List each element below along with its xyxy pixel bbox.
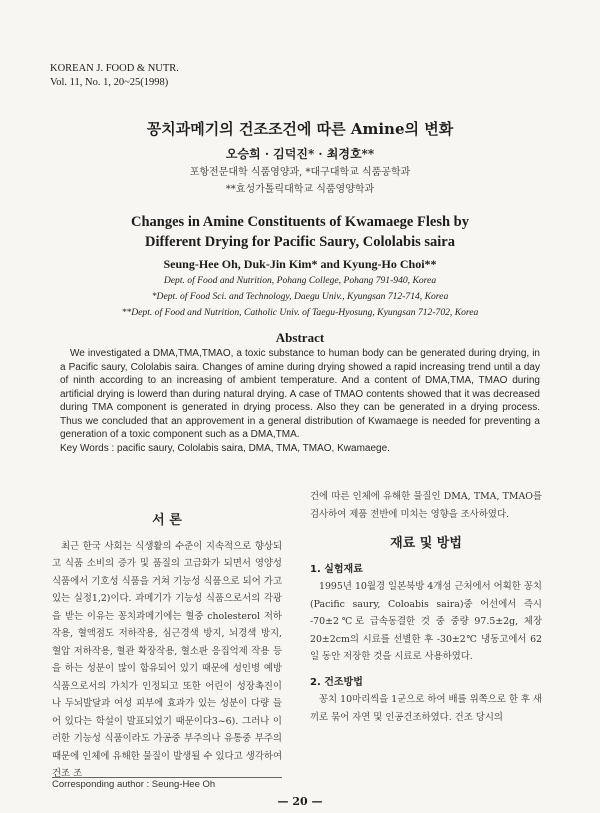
methods-subheading-2: 2. 건조방법 — [310, 676, 363, 688]
methods-heading: 재료 및 방법 — [390, 536, 462, 551]
footnote-rule — [52, 777, 282, 778]
abstract-heading: Abstract — [275, 330, 325, 345]
english-affiliation-3: **Dept. of Food and Nutrition, Catholic Univ. of Taegu-Hyosung, Kyungsan 712-702, Korea — [121, 307, 479, 318]
korean-authors: 오승희 · 김덕진* · 최경호** — [225, 147, 375, 161]
introduction-heading: 서 론 — [152, 513, 182, 528]
methods-subheading-1: 1. 실험재료 — [310, 563, 363, 575]
introduction-body: 최근 한국 사회는 식생활의 수준이 지속적으로 향상되고 식품 소비의 증가 및 품질의 고급화가 되면서 영양성 식품에서 기호성 식품을 거쳐 기능성 식품으로 되어 가고 있는 실정1,2)이다. 과메기가 기능성 식품으로서의 각광을 받는 이유는 꽁치과메기에는 혈중 cholesterol 저하작용, 혈액점도 저하작용, 심근경색 방지, 뇌경색 방지, 혈압 저하작용, 혈관 확장작용, 혈소판 응집억제 작용 등을 하는 성분이 많이 함유되어 있기 때문에 성인병 예방식품으로서의 가치가 인정되고 또한 어린이 성장촉진이나 두뇌발달과 여성 피부에 효과가 있는 성분이 다량 들어 있다는 학설이 발표되었기 때문이다3~6). 그러나 이러한 기능성 식품이라도 가공중 부주의나 유통중 부주의 때문에 인체에 유해한 물질이 발생될 수 있다고 생각하여 건조 조 — [52, 540, 282, 779]
keywords: Key Words : pacific saury, Cololabis saira, DMA, TMA, TMAO, Kwamaege. — [60, 442, 390, 454]
english-authors: Seung-Hee Oh, Duk-Jin Kim* and Kyung-Ho Choi** — [163, 257, 437, 271]
methods-body-1: 1995년 10월경 일본북방 4개섬 근처에서 어획한 꽁치(Pacific saury, Coloabis saira)중 어선에서 즉시 -70±2℃로 급속동결한 것 중 중량 97.5±2g, 체장 20±2cm의 시료를 선별한 후 -30±2℃ 냉동고에서 62일 동안 저장한 것을 시료로 사용하였다. — [310, 581, 542, 662]
abstract-body: We investigated a DMA,TMA,TMAO, a toxic substance to human body can be generated during drying, in a Pacific saury, Cololabis saira. Changes of amine during drying showed a rapid increasing trend until a day of ninth according to an increasing of ambient temperature. And a content of DMA,TMA, TMAO during artificial drying is lowerd than during natural drying. A case of TMAO contents showed that it was decreased during TMA component is generated in drying process. Also they can be generated in a drying process. Thus we concluded that an approvement in a general distribution of Kwamaege is needed for preventing a generation of a toxic component such as a DMA,TMA. — [60, 348, 540, 440]
journal-info — [50, 62, 179, 90]
methods-body-2: 꽁치 10마리씩을 1군으로 하여 배를 위쪽으로 한 후 새끼로 묶어 자연 및 인공건조하였다. 건조 당시의 — [310, 694, 542, 723]
corresponding-author: Corresponding author : Seung-Hee Oh — [52, 779, 216, 790]
english-affiliation-1: Dept. of Food and Nutrition, Pohang College, Pohang 791-940, Korea — [163, 275, 437, 286]
introduction-column — [52, 512, 282, 783]
right-column — [310, 488, 542, 726]
english-title — [0, 212, 600, 252]
korean-title: 꽁치과메기의 건조조건에 따른 Amine의 변화 — [146, 120, 454, 138]
abstract — [60, 347, 540, 455]
page-number: — 20 — — [277, 795, 323, 808]
introduction-continued: 건에 따른 인체에 유해한 물질인 DMA, TMA, TMAO를 검사하여 제품 전반에 미치는 영향을 조사하였다. — [310, 491, 542, 520]
english-affiliation-2: *Dept. of Food Sci. and Technology, Daegu Univ., Kyungsan 712-714, Korea — [151, 291, 449, 302]
english-title-line-2: Different Drying for Pacific Saury, Cololabis saira — [145, 234, 455, 250]
korean-affiliation-2: **효성가톨릭대학교 식품영양학과 — [225, 184, 375, 195]
journal-volume: Vol. 11, No. 1, 20~25(1998) — [50, 77, 169, 88]
korean-affiliation-1: 포항전문대학 식품영양과, *대구대학교 식품공학과 — [189, 167, 411, 178]
english-title-line-1: Changes in Amine Constituents of Kwamaege Flesh by — [131, 214, 469, 230]
journal-name: KOREAN J. FOOD & NUTR. — [50, 63, 179, 74]
